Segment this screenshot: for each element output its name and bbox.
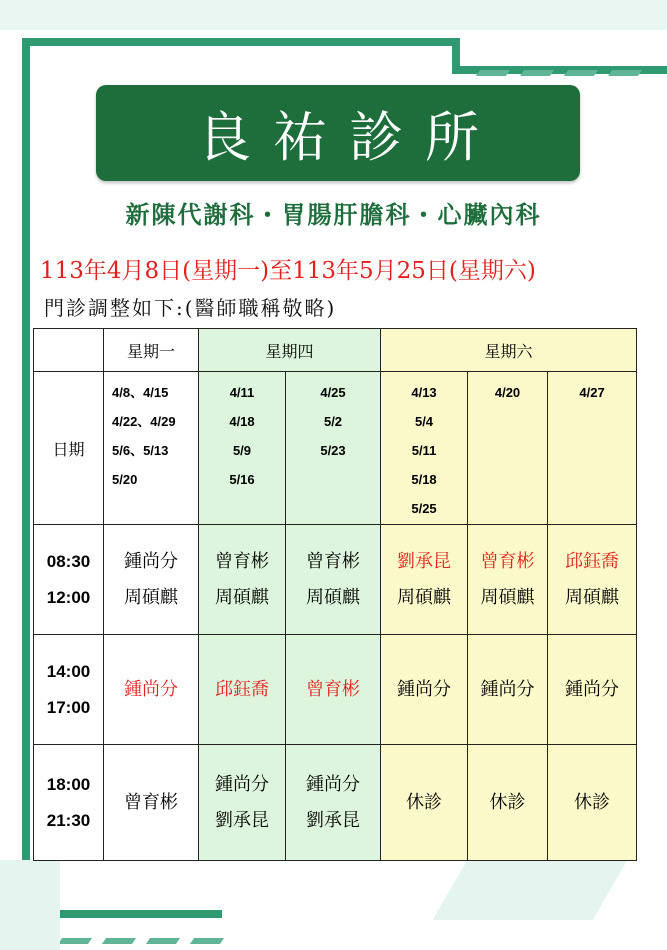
date-range: 113年4月8日(星期一)至113年5月25日(星期六) (40, 258, 536, 284)
dash-decor (58, 938, 92, 944)
date-entry: 4/22、4/29 (112, 414, 176, 429)
time-slot-row (34, 635, 637, 745)
thursday-dates-a (199, 372, 286, 525)
date-entry: 5/6、5/13 (112, 443, 169, 458)
time-slot-row (34, 745, 637, 861)
time-range (34, 745, 104, 861)
doctor-cell (199, 745, 286, 861)
top-decor-band (0, 0, 667, 30)
saturday-dates-a (381, 372, 468, 525)
doctor-name: 鍾尚分 (124, 550, 178, 572)
doctor-name: 周碩麒 (565, 586, 620, 608)
doctor-name: 鍾尚分 (480, 678, 535, 700)
doctor-cell (286, 745, 381, 861)
dash-decor (146, 938, 180, 944)
doctor-name: 鍾尚分 (215, 773, 269, 795)
time-end: 12:00 (46, 587, 91, 607)
doctor-cell (381, 745, 468, 861)
doctor-name: 周碩麒 (306, 586, 360, 608)
doctor-name: 周碩麒 (215, 586, 269, 608)
time-start: 08:30 (46, 551, 91, 571)
doctor-name: 鍾尚分 (565, 678, 620, 700)
specialties-line: 新陳代謝科・胃腸肝膽科・心臟內科 (125, 200, 542, 229)
doctor-cell (104, 635, 199, 745)
doctor-name: 曾育彬 (124, 791, 178, 813)
schedule-table (33, 328, 637, 861)
doctor-name: 曾育彬 (215, 550, 269, 572)
date-entry: 5/2 (323, 414, 343, 429)
doctor-cell (548, 745, 637, 861)
doctor-name: 休診 (574, 791, 611, 813)
header-saturday: 星期六 (381, 329, 637, 372)
clinic-name: 良祐診所 (197, 105, 501, 169)
background-shape (433, 860, 628, 920)
doctor-name: 周碩麒 (397, 586, 452, 608)
thursday-dates-b (286, 372, 381, 525)
dates-row (34, 372, 637, 525)
doctor-cell (199, 635, 286, 745)
date-entry: 4/8、4/15 (112, 385, 169, 400)
doctor-name: 周碩麒 (124, 586, 178, 608)
time-end: 17:00 (46, 697, 91, 717)
doctor-name: 曾育彬 (480, 550, 535, 572)
doctor-cell (548, 525, 637, 635)
time-slot-row (34, 525, 637, 635)
doctor-name: 休診 (406, 791, 443, 813)
date-entry: 4/25 (320, 385, 346, 400)
date-entry: 4/20 (494, 385, 521, 400)
header-row (34, 329, 637, 372)
doctor-name: 鍾尚分 (124, 678, 178, 700)
doctor-cell (548, 635, 637, 745)
time-range (34, 525, 104, 635)
date-entry: 5/18 (411, 472, 437, 487)
date-entry: 5/25 (411, 501, 437, 516)
time-end: 21:30 (46, 810, 91, 830)
doctor-name: 劉承昆 (306, 809, 360, 831)
doctor-name: 劉承昆 (397, 550, 452, 572)
frame-left-bar (22, 38, 30, 918)
frame-top-bar (22, 38, 460, 46)
doctor-cell (199, 525, 286, 635)
date-entry: 4/11 (229, 385, 255, 400)
header-thursday: 星期四 (199, 329, 381, 372)
dash-decor (520, 70, 554, 76)
header-monday: 星期一 (104, 329, 199, 372)
date-entry: 4/13 (411, 385, 437, 400)
time-start: 14:00 (46, 661, 91, 681)
frame-bottom-bar (22, 910, 222, 918)
date-entry: 5/4 (414, 414, 434, 429)
time-range (34, 635, 104, 745)
doctor-cell (104, 525, 199, 635)
time-start: 18:00 (46, 774, 91, 794)
saturday-dates-b (468, 372, 548, 525)
dash-decor (102, 938, 136, 944)
dash-decor (564, 70, 598, 76)
doctor-name: 曾育彬 (306, 550, 360, 572)
doctor-cell (286, 635, 381, 745)
date-entry: 4/27 (579, 385, 605, 400)
corner-cell (34, 329, 104, 372)
saturday-dates-c (548, 372, 637, 525)
background-shape (0, 860, 60, 950)
adjustment-note: 門診調整如下:(醫師職稱敬略) (44, 296, 337, 320)
frame-top-right-bar (452, 66, 667, 74)
doctor-name: 周碩麒 (480, 586, 535, 608)
date-entry: 5/16 (229, 472, 255, 487)
doctor-name: 邱鈺喬 (215, 678, 269, 700)
doctor-cell (286, 525, 381, 635)
doctor-cell (468, 525, 548, 635)
doctor-name: 休診 (489, 791, 526, 813)
doctor-name: 曾育彬 (306, 678, 360, 700)
doctor-cell (381, 635, 468, 745)
dash-decor (190, 938, 224, 944)
dash-decor (476, 70, 510, 76)
doctor-cell (468, 635, 548, 745)
monday-dates (104, 372, 199, 525)
frame-top-step (452, 38, 460, 70)
dash-decor (608, 70, 642, 76)
date-entry: 5/11 (411, 443, 437, 458)
doctor-cell (381, 525, 468, 635)
doctor-name: 鍾尚分 (306, 773, 360, 795)
doctor-name: 邱鈺喬 (565, 550, 620, 572)
clinic-title-banner (96, 85, 580, 181)
date-entry: 5/20 (112, 472, 138, 487)
date-entry: 5/23 (320, 443, 346, 458)
date-label: 日期 (34, 372, 104, 525)
doctor-name: 劉承昆 (215, 809, 269, 831)
doctor-cell (104, 745, 199, 861)
doctor-cell (468, 745, 548, 861)
date-entry: 5/9 (232, 443, 252, 458)
date-entry: 4/18 (229, 414, 255, 429)
doctor-name: 鍾尚分 (397, 678, 452, 700)
